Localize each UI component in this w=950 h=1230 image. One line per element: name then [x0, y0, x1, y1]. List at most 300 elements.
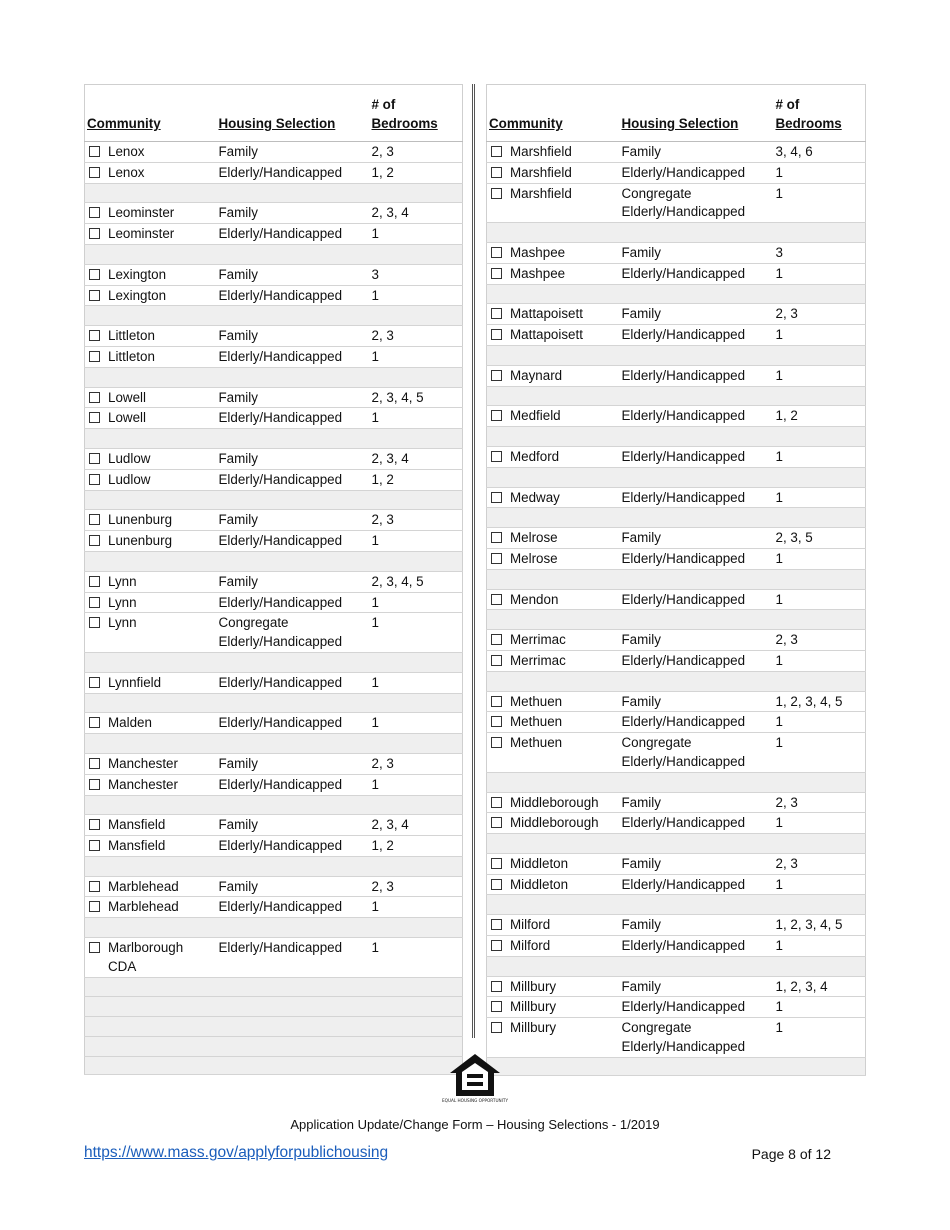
checkbox-icon[interactable]	[89, 207, 100, 218]
checkbox-icon[interactable]	[491, 329, 502, 340]
table-row	[487, 874, 866, 895]
checkbox-icon[interactable]	[89, 942, 100, 953]
housing-selection-cell: Family	[620, 242, 774, 263]
checkbox-icon[interactable]	[491, 696, 502, 707]
spacer-row	[487, 772, 866, 792]
spacer-row	[85, 918, 463, 938]
community-option[interactable]	[87, 594, 215, 613]
community-name: Ludlow	[108, 450, 151, 466]
table-row	[85, 571, 463, 592]
community-cell	[487, 528, 620, 549]
checkbox-icon[interactable]	[491, 410, 502, 421]
community-option[interactable]	[489, 529, 618, 548]
table-row	[487, 712, 866, 733]
community-name: Lynn	[108, 594, 137, 610]
table-row	[487, 162, 866, 183]
housing-selection-cell: Elderly/Handicapped	[217, 774, 370, 795]
community-option[interactable]	[87, 204, 215, 223]
bedrooms-cell: 1	[774, 936, 866, 957]
table-row	[487, 733, 866, 773]
table-row	[487, 365, 866, 386]
community-option[interactable]	[489, 734, 618, 753]
checkbox-icon[interactable]	[89, 392, 100, 403]
housing-selection-cell: Family	[217, 387, 370, 408]
header-housing-selection: Housing Selection	[620, 85, 774, 142]
checkbox-icon[interactable]	[89, 617, 100, 628]
community-name: Marshfield	[510, 144, 572, 159]
checkbox-icon[interactable]	[491, 634, 502, 645]
community-option[interactable]	[489, 855, 618, 874]
bedrooms-cell: 1	[370, 224, 463, 245]
spacer-cell	[487, 610, 866, 630]
checkbox-icon[interactable]	[491, 655, 502, 666]
community-option[interactable]	[87, 714, 215, 733]
spacer-cell	[487, 895, 866, 915]
checkbox-icon[interactable]	[89, 901, 100, 912]
community-option[interactable]	[489, 998, 618, 1017]
community-cell	[85, 531, 217, 552]
community-name: Littleton	[108, 328, 155, 344]
community-option[interactable]	[489, 794, 618, 813]
table-row	[85, 203, 463, 224]
checkbox-icon[interactable]	[89, 453, 100, 464]
table-row	[487, 813, 866, 834]
checkbox-icon[interactable]	[89, 269, 100, 280]
checkbox-icon[interactable]	[89, 758, 100, 769]
table-row	[487, 630, 866, 651]
spacer-row	[85, 693, 463, 713]
housing-selection-cell: Family	[217, 142, 370, 163]
table-row	[85, 162, 463, 183]
housing-selection-cell: Family	[217, 264, 370, 285]
community-option[interactable]	[87, 164, 215, 183]
community-cell	[85, 285, 217, 306]
checkbox-icon[interactable]	[491, 553, 502, 564]
community-cell	[487, 712, 620, 733]
community-option[interactable]	[87, 409, 215, 428]
bedrooms-cell: 1	[774, 733, 866, 773]
bedrooms-cell: 1	[774, 487, 866, 508]
community-cell	[487, 853, 620, 874]
checkbox-icon[interactable]	[491, 247, 502, 258]
community-name: Leominster	[108, 205, 175, 221]
checkbox-icon[interactable]	[89, 167, 100, 178]
housing-selection-cell: Family	[217, 876, 370, 897]
community-cell	[85, 510, 217, 531]
community-option[interactable]	[489, 916, 618, 935]
housing-selection-cell: Family	[620, 528, 774, 549]
housing-selection-cell: Congregate Elderly/Handicapped	[620, 1018, 774, 1058]
bedrooms-cell: 2, 3	[774, 853, 866, 874]
bedrooms-cell: 1	[774, 446, 866, 467]
community-option[interactable]	[489, 876, 618, 895]
community-name: Lunenburg	[108, 512, 173, 528]
community-cell	[487, 406, 620, 427]
community-option[interactable]	[489, 550, 618, 569]
checkbox-icon[interactable]	[491, 146, 502, 157]
checkbox-icon[interactable]	[89, 412, 100, 423]
housing-selection-cell: Elderly/Handicapped	[217, 285, 370, 306]
community-name: Lynnfield	[108, 674, 162, 690]
spacer-cell	[85, 693, 463, 713]
community-option[interactable]	[489, 978, 618, 997]
spacer-cell	[487, 772, 866, 792]
checkbox-icon[interactable]	[491, 797, 502, 808]
community-option[interactable]	[87, 816, 215, 835]
bedrooms-cell: 3	[370, 264, 463, 285]
table-row	[85, 876, 463, 897]
spacer-cell	[487, 345, 866, 365]
community-option[interactable]	[489, 693, 618, 712]
spacer-cell	[487, 956, 866, 976]
spacer-cell	[85, 244, 463, 264]
community-name: Manchester	[108, 776, 178, 792]
housing-selection-cell: Elderly/Handicapped	[620, 548, 774, 569]
community-name: Millbury	[510, 978, 557, 994]
community-name: Littleton	[108, 348, 155, 364]
checkbox-icon[interactable]	[491, 188, 502, 199]
community-cell	[487, 813, 620, 834]
community-name: Mendon	[510, 591, 559, 607]
left-table-body	[85, 142, 463, 1075]
community-name: Medford	[510, 448, 560, 464]
checkbox-icon[interactable]	[491, 167, 502, 178]
community-cell	[85, 326, 217, 347]
community-cell	[85, 387, 217, 408]
table-row	[85, 774, 463, 795]
community-option[interactable]	[489, 937, 618, 956]
spacer-row	[487, 834, 866, 854]
checkbox-icon[interactable]	[89, 840, 100, 851]
community-option[interactable]	[87, 898, 215, 917]
bedrooms-cell: 1, 2	[370, 469, 463, 490]
checkbox-icon[interactable]	[89, 351, 100, 362]
community-option[interactable]	[87, 878, 215, 897]
table-row	[85, 713, 463, 734]
community-option[interactable]	[489, 164, 618, 183]
community-option[interactable]	[87, 287, 215, 306]
community-cell	[85, 346, 217, 367]
spacer-row	[487, 671, 866, 691]
community-cell	[487, 589, 620, 610]
spacer-row	[85, 183, 463, 203]
community-option[interactable]	[489, 489, 618, 508]
community-cell	[487, 263, 620, 284]
bedrooms-cell: 1	[370, 285, 463, 306]
community-name: Ludlow	[108, 471, 151, 487]
community-cell	[487, 936, 620, 957]
spacer-row	[487, 223, 866, 243]
community-option[interactable]	[489, 244, 618, 263]
community-option[interactable]	[87, 389, 215, 408]
table-row	[85, 326, 463, 347]
spacer-cell	[85, 734, 463, 754]
community-option[interactable]	[87, 225, 215, 244]
community-option[interactable]	[489, 367, 618, 386]
bedrooms-cell: 1	[774, 365, 866, 386]
community-name: Lexington	[108, 287, 167, 303]
community-option[interactable]	[489, 185, 618, 204]
equal-housing-opportunity-logo	[442, 1052, 508, 1110]
housing-selection-cell: Congregate Elderly/Handicapped	[620, 733, 774, 773]
community-option[interactable]	[87, 755, 215, 774]
checkbox-icon[interactable]	[491, 594, 502, 605]
housing-selection-cell: Elderly/Handicapped	[217, 897, 370, 918]
community-option[interactable]	[489, 305, 618, 324]
community-name: Mashpee	[510, 265, 566, 281]
community-option[interactable]	[87, 266, 215, 285]
community-name: Middleborough	[510, 794, 599, 810]
community-option[interactable]	[87, 939, 215, 976]
checkbox-icon[interactable]	[491, 858, 502, 869]
table-row	[487, 650, 866, 671]
housing-selection-cell: Family	[620, 976, 774, 997]
community-option[interactable]	[87, 573, 215, 592]
checkbox-icon[interactable]	[89, 677, 100, 688]
community-option[interactable]	[87, 327, 215, 346]
bedrooms-cell: 1	[774, 997, 866, 1018]
housing-selection-cell: Elderly/Handicapped	[620, 365, 774, 386]
community-name: Mansfield	[108, 838, 166, 854]
checkbox-icon[interactable]	[89, 535, 100, 546]
community-option[interactable]	[87, 143, 215, 162]
community-option[interactable]	[489, 652, 618, 671]
community-cell	[85, 815, 217, 836]
community-cell	[85, 264, 217, 285]
table-row	[85, 224, 463, 245]
community-cell	[487, 691, 620, 712]
spacer-row	[85, 367, 463, 387]
header-bedrooms: # of Bedrooms	[370, 85, 463, 142]
checkbox-icon[interactable]	[491, 879, 502, 890]
spacer-row	[85, 652, 463, 672]
community-option[interactable]	[87, 837, 215, 856]
checkbox-icon[interactable]	[491, 1022, 502, 1033]
community-name: Middleton	[510, 876, 569, 892]
housing-selection-cell: Family	[217, 753, 370, 774]
community-option[interactable]	[489, 631, 618, 650]
community-cell	[487, 792, 620, 813]
checkbox-icon[interactable]	[491, 308, 502, 319]
community-option[interactable]	[87, 471, 215, 490]
bedrooms-cell: 2, 3, 4	[370, 203, 463, 224]
community-name: Methuen	[510, 693, 563, 709]
header-bedrooms: # of Bedrooms	[774, 85, 866, 142]
community-name: Marshfield	[510, 185, 572, 201]
community-name: Merrimac	[510, 652, 566, 668]
spacer-cell	[85, 429, 463, 449]
spacer-cell	[85, 306, 463, 326]
bedrooms-cell: 2, 3	[370, 876, 463, 897]
checkbox-icon[interactable]	[89, 330, 100, 341]
housing-selection-cell: Family	[620, 691, 774, 712]
community-option[interactable]	[87, 532, 215, 551]
table-row	[487, 976, 866, 997]
checkbox-icon[interactable]	[89, 146, 100, 157]
checkbox-icon[interactable]	[89, 779, 100, 790]
community-name: Marshfield	[510, 164, 572, 180]
community-option[interactable]	[489, 143, 618, 162]
right-selection-table	[486, 84, 866, 1076]
community-cell	[487, 997, 620, 1018]
bedrooms-cell: 1	[774, 162, 866, 183]
checkbox-icon[interactable]	[89, 881, 100, 892]
community-name: Marblehead	[108, 899, 179, 915]
checkbox-icon[interactable]	[491, 532, 502, 543]
table-row	[85, 346, 463, 367]
community-option[interactable]	[87, 614, 215, 633]
community-option[interactable]	[489, 326, 618, 345]
checkbox-icon[interactable]	[89, 228, 100, 239]
housing-selection-cell: Elderly/Handicapped	[620, 874, 774, 895]
housing-selection-cell: Elderly/Handicapped	[620, 997, 774, 1018]
checkbox-icon[interactable]	[89, 819, 100, 830]
housing-selection-cell: Elderly/Handicapped	[217, 162, 370, 183]
checkbox-icon[interactable]	[491, 370, 502, 381]
housing-selection-cell: Elderly/Handicapped	[620, 813, 774, 834]
spacer-cell	[85, 551, 463, 571]
table-row	[487, 915, 866, 936]
community-name: Lynn	[108, 615, 137, 631]
checkbox-icon[interactable]	[491, 817, 502, 828]
housing-selection-cell: Elderly/Handicapped	[620, 263, 774, 284]
checkbox-icon[interactable]	[89, 576, 100, 587]
community-name: Mashpee	[510, 244, 566, 260]
community-cell	[85, 774, 217, 795]
community-cell	[85, 142, 217, 163]
community-option[interactable]	[489, 1019, 618, 1038]
housing-selection-cell: Elderly/Handicapped	[217, 408, 370, 429]
bedrooms-cell: 1	[370, 613, 463, 653]
bedrooms-cell: 2, 3, 4, 5	[370, 571, 463, 592]
checkbox-icon[interactable]	[491, 981, 502, 992]
housing-selection-cell: Elderly/Handicapped	[620, 446, 774, 467]
checkbox-icon[interactable]	[89, 597, 100, 608]
community-cell	[487, 733, 620, 773]
housing-selection-cell: Congregate Elderly/Handicapped	[217, 613, 370, 653]
table-row	[487, 263, 866, 284]
community-cell	[487, 976, 620, 997]
community-name: Maynard	[510, 367, 563, 383]
community-name: Milford	[510, 917, 551, 933]
housing-selection-cell: Elderly/Handicapped	[217, 346, 370, 367]
checkbox-icon[interactable]	[491, 451, 502, 462]
equal-housing-house-icon	[442, 1052, 508, 1110]
community-cell	[487, 487, 620, 508]
community-name: Leominster	[108, 226, 175, 242]
housing-selection-cell: Family	[620, 304, 774, 325]
community-name: Lexington	[108, 266, 167, 282]
bedrooms-cell: 2, 3	[370, 142, 463, 163]
spacer-cell	[487, 569, 866, 589]
community-name: Lynn	[108, 573, 137, 589]
bedrooms-cell: 1	[774, 650, 866, 671]
table-row	[85, 408, 463, 429]
community-cell	[487, 325, 620, 346]
housing-selection-cell: Elderly/Handicapped	[620, 487, 774, 508]
checkbox-icon[interactable]	[89, 514, 100, 525]
community-cell	[85, 408, 217, 429]
housing-selection-cell: Family	[217, 815, 370, 836]
community-cell	[487, 242, 620, 263]
footer-url-link[interactable]: https://www.mass.gov/applyforpublichousing	[84, 1144, 389, 1161]
housing-selection-cell: Elderly/Handicapped	[217, 224, 370, 245]
community-option[interactable]	[489, 713, 618, 732]
table-row	[487, 406, 866, 427]
page-number: Page 8 of 12	[751, 1146, 831, 1162]
checkbox-icon[interactable]	[491, 737, 502, 748]
table-row	[85, 672, 463, 693]
community-option[interactable]	[489, 407, 618, 426]
housing-selection-cell: Family	[217, 326, 370, 347]
table-row	[85, 510, 463, 531]
housing-selection-cell: Elderly/Handicapped	[620, 712, 774, 733]
checkbox-icon[interactable]	[491, 492, 502, 503]
spacer-cell	[85, 490, 463, 510]
community-name: Lowell	[108, 410, 146, 426]
spacer-row	[487, 345, 866, 365]
community-option[interactable]	[87, 348, 215, 367]
community-option[interactable]	[87, 450, 215, 469]
checkbox-icon[interactable]	[491, 716, 502, 727]
checkbox-icon[interactable]	[89, 717, 100, 728]
bedrooms-cell: 1	[370, 672, 463, 693]
column-divider	[472, 84, 475, 1038]
checkbox-icon[interactable]	[491, 919, 502, 930]
community-option[interactable]	[489, 814, 618, 833]
checkbox-icon[interactable]	[491, 940, 502, 951]
table-row	[487, 997, 866, 1018]
bedrooms-cell: 2, 3, 4	[370, 815, 463, 836]
bedrooms-cell: 1	[774, 589, 866, 610]
community-cell	[85, 897, 217, 918]
spacer-cell	[487, 508, 866, 528]
checkbox-icon[interactable]	[89, 290, 100, 301]
table-row	[487, 548, 866, 569]
community-option[interactable]	[87, 511, 215, 530]
spacer-cell	[85, 1017, 463, 1037]
housing-selection-cell: Family	[217, 203, 370, 224]
table-row	[487, 183, 866, 223]
bedrooms-cell: 1	[370, 774, 463, 795]
table-row	[487, 691, 866, 712]
community-option[interactable]	[87, 776, 215, 795]
community-name: Merrimac	[510, 632, 566, 648]
bedrooms-cell: 2, 3, 4, 5	[370, 387, 463, 408]
spacer-row	[85, 306, 463, 326]
spacer-row	[85, 490, 463, 510]
table-row	[85, 142, 463, 163]
spacer-row	[487, 610, 866, 630]
header-housing-selection: Housing Selection	[217, 85, 370, 142]
bedrooms-cell: 2, 3	[370, 326, 463, 347]
housing-selection-cell: Elderly/Handicapped	[217, 469, 370, 490]
checkbox-icon[interactable]	[491, 1001, 502, 1012]
checkbox-icon[interactable]	[491, 268, 502, 279]
checkbox-icon[interactable]	[89, 474, 100, 485]
community-name: Medfield	[510, 408, 561, 424]
community-name: Middleborough	[510, 815, 599, 831]
community-option[interactable]	[489, 448, 618, 467]
housing-selection-cell: Elderly/Handicapped	[217, 938, 370, 978]
housing-selection-cell: Family	[217, 510, 370, 531]
housing-selection-cell: Elderly/Handicapped	[620, 589, 774, 610]
housing-selection-cell: Elderly/Handicapped	[217, 836, 370, 857]
community-option[interactable]	[87, 674, 215, 693]
spacer-cell	[487, 386, 866, 406]
community-option[interactable]	[489, 265, 618, 284]
community-option[interactable]	[489, 591, 618, 610]
